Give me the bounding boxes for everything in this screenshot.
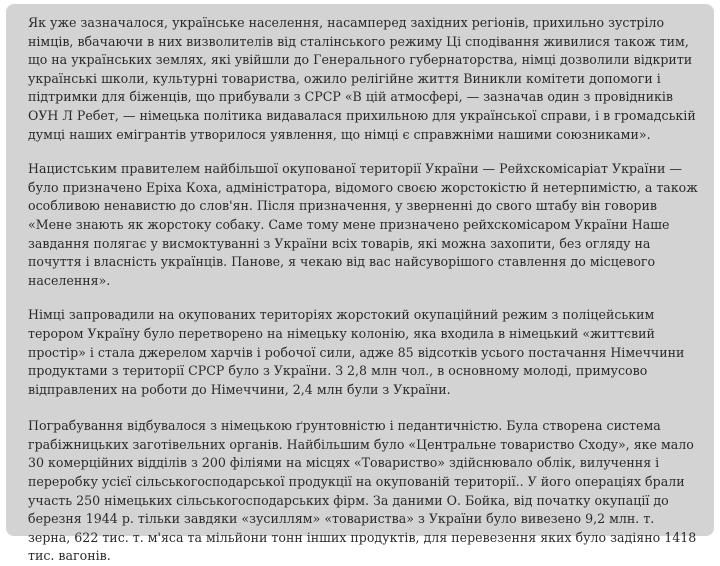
paragraph-ukrainian-attitude: Як уже зазначалося, українське населення, насамперед західних регіонів, прихильно зустріло німців, вбачаючи в них визволителів від сталінського режиму Ці сподівання живилися також тим, що на українських землях, які увійшли до Генерального губернаторства, німці дозволили відкрити українські школи, культурні товариства, ожило релігійне життя Виникли комітети допомоги і підтримки для біженців, що прибували з СРСР «В цій атмосфері, — зазначав один з провідників ОУН Л Ребет, — німецька політика видавалася прихильною для української справи, і в громадській думці наших емігрантів утворилося уявлення, що німці є справжніми нашими союзниками». bbox=[28, 15, 696, 142]
slide-panel bbox=[6, 4, 714, 564]
paragraph-occupation-regime: Німці запровадили на окупованих територіях жорстокий окупаційний режим з поліцейським терором Україну було перетворено на німецьку колонію, яка входила в німецький «життєвий простір» і стала джерелом харчів і робочої сили, адже 85 відсотків усього постачання Німеччини продуктами з території СРСР було з України. З 2,8 млн чол., в основному молоді, примусово відправлених на роботи до Німеччини, 2,4 млн були з України. bbox=[28, 307, 685, 397]
paragraph-reichskommissariat: Нацистським правителем найбільшої окупованої території України — Рейхскомісаріат України — було призначено Еріха Коха, адміністратора, відомого своєю жорстокістю й нетерпимістю, а також особливою ненавистю до слов'ян. Після призначення, у зверненні до свого штабу він говорив «Мене знають як жорстоку собаку. Саме тому мене призначено рейхскомісаром України Наше завдання полягає у висмоктуванні з України всіх товарів, які можна захопити, без огляду на почуття і власність українців. Панове, я чекаю від вас найсуворішого ставлення до місцевого населення». bbox=[28, 161, 698, 288]
paragraph-plunder: Пограбування відбувалося з німецькою ґрунтовністю і педантичністю. Була створена система грабіжницьких заготівельних органів. Найбільшим було «Центральне товариство Сходу», яке мало 30 комерційних відділів з 200 філіями на місцях «Товариство» здійснювало облік, вилучення і переробку усієї сільськогосподарської продукції на окупованій території.. У його операціях брали участь 250 німецьких сільськогосподарських фірм. За даними О. Бойка, від початку окупації до березня 1944 р. тільки завдяки «зусиллям» «товариства» з України було вивезено 9,2 млн. т. зерна, 622 тис. т. м'яса та мільйони тонн інших продуктів, для перевезення яких було задіяно 1418 тис. вагонів. bbox=[28, 418, 697, 564]
